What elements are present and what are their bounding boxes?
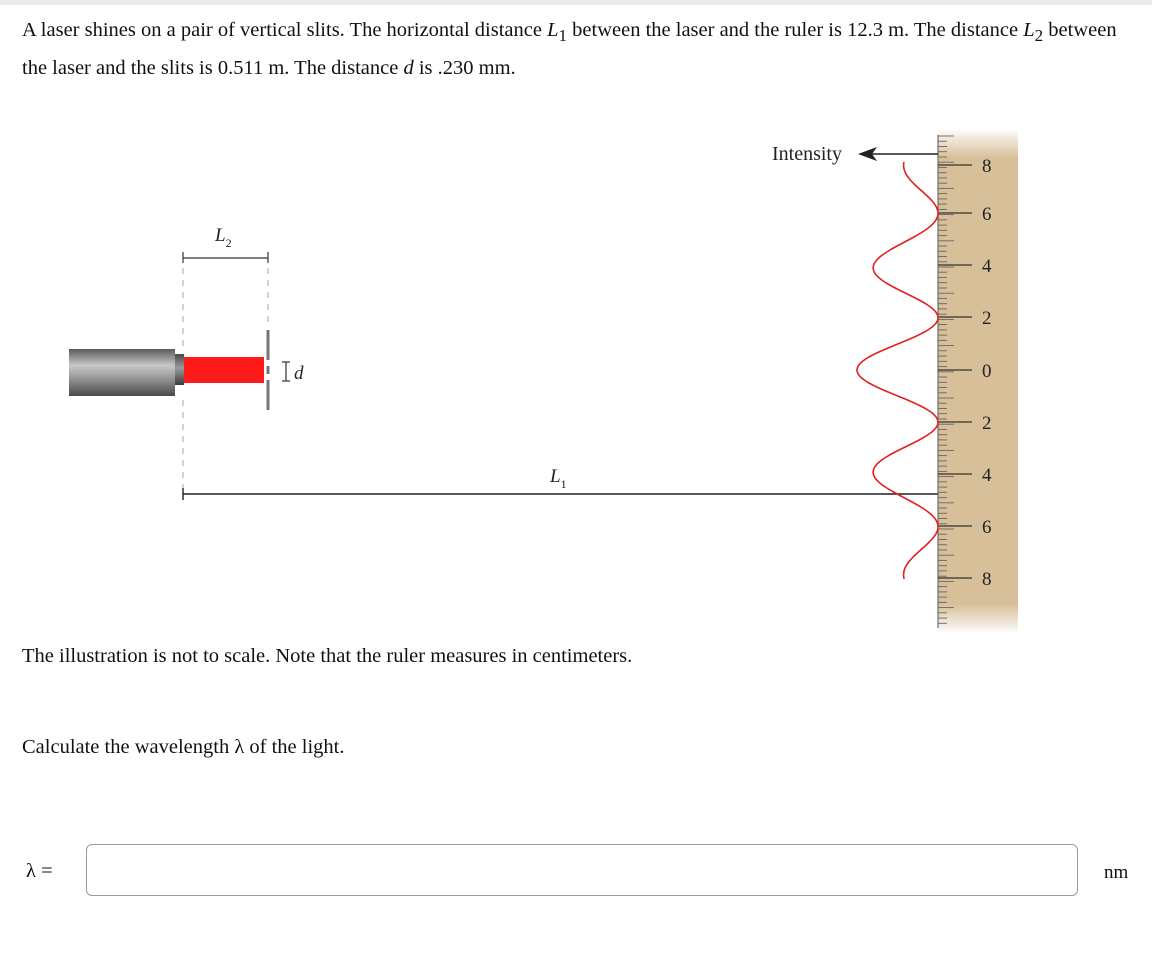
l1-symbol: L xyxy=(547,19,559,41)
l1-subscript: 1 xyxy=(558,26,568,46)
d-symbol: d xyxy=(403,57,414,80)
l2-label: $L_2$ xyxy=(215,225,232,250)
ruler-tick-label: 4 xyxy=(982,465,992,486)
ruler-tick-label: 4 xyxy=(982,256,992,277)
l2-dimension xyxy=(183,252,268,263)
ruler xyxy=(938,130,1018,632)
laser-beam xyxy=(184,357,264,383)
ruler-tick-label: 6 xyxy=(982,517,992,538)
unit-label: nm xyxy=(1104,862,1129,883)
l2-symbol: L xyxy=(1023,19,1035,41)
d-label: d xyxy=(294,363,304,384)
laser-body xyxy=(69,349,175,396)
wavelength-answer-input[interactable] xyxy=(86,844,1078,896)
l2-subscript: 2 xyxy=(1034,26,1044,46)
ruler-tick-label: 2 xyxy=(982,413,992,434)
figure-caption: The illustration is not to scale. Note that the ruler measures in centimeters. xyxy=(22,645,633,667)
ruler-tick-label: 8 xyxy=(982,156,992,177)
laser-cap xyxy=(175,354,184,385)
intensity-label: Intensity xyxy=(772,143,842,165)
ruler-tick-label: 2 xyxy=(982,308,992,329)
ruler-tick-label: 8 xyxy=(982,569,992,590)
l1-label: $L_1$ xyxy=(550,466,567,491)
d-bracket xyxy=(282,362,290,381)
intensity-curve xyxy=(857,162,938,579)
ruler-labels xyxy=(982,156,992,590)
ruler-tick-label: 6 xyxy=(982,204,992,225)
question-text: Calculate the wavelength λ of the light. xyxy=(22,736,345,758)
problem-statement: A laser shines on a pair of vertical slits. The horizontal distance $L_1$ between the laser and the ruler is 12.3 m. The distance $L_2$ between the laser and the slits is 0.511 m. The distance d is .230 mm. xyxy=(22,19,1117,80)
wavelength-label: λ = xyxy=(26,860,53,882)
ruler-tick-label: 0 xyxy=(982,361,992,382)
